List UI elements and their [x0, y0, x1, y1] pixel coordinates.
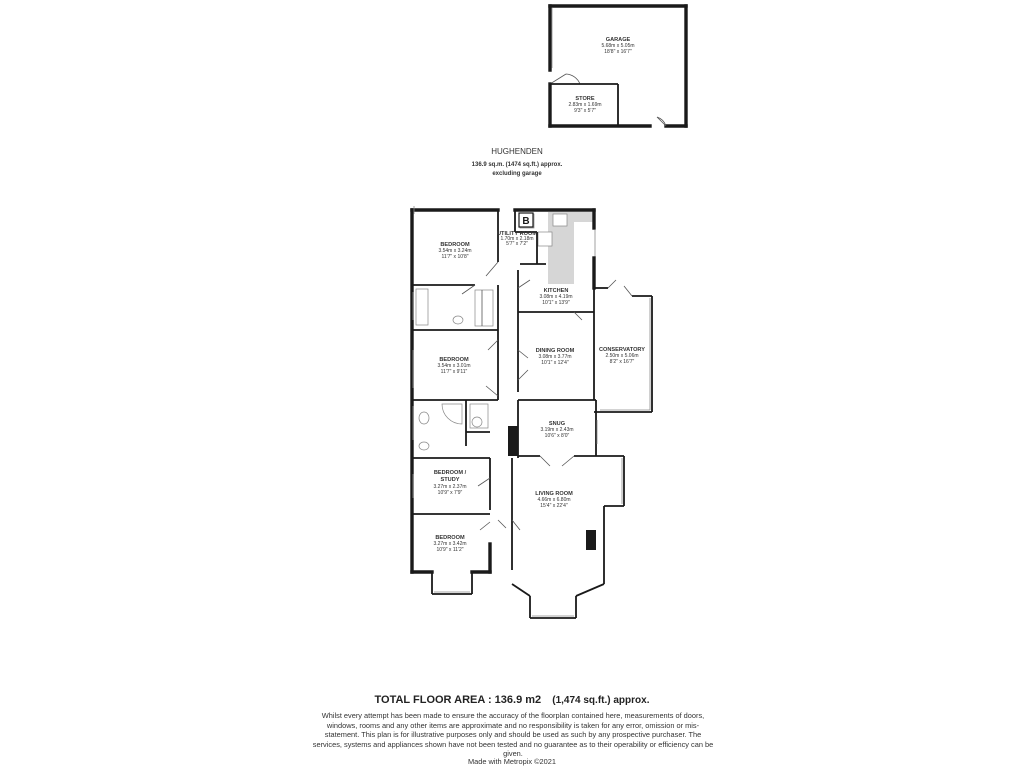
bedroom3-imperial: 10'9" x 11'2" — [436, 547, 464, 553]
living-metric: 4.66m x 6.80m — [537, 497, 571, 503]
utility-metric: 1.70m x 2.18m — [500, 236, 534, 242]
snug-name: SNUG — [548, 421, 566, 427]
living-imperial: 15'4" x 22'4" — [540, 503, 568, 509]
store-imperial: 9'3" x 5'7" — [574, 108, 596, 114]
conservatory-imperial: 8'2" x 16'7" — [609, 359, 635, 365]
boiler-label: B — [522, 216, 530, 227]
store-metric: 2.83m x 1.69m — [568, 102, 602, 108]
bedroom2-name: BEDROOM — [439, 357, 469, 363]
total-floor-area — [0, 694, 1024, 706]
kitchen-metric: 3.08m x 4.19m — [539, 294, 573, 300]
utility-name: UTILITY ROOM — [497, 231, 537, 237]
dining-metric: 3.08m x 3.77m — [538, 354, 572, 360]
area-note-excluding: excluding garage — [492, 171, 542, 177]
total-floor-area-sqft: (1,474 sq.ft.) approx. — [552, 695, 650, 706]
bedroom3-name: BEDROOM — [435, 535, 465, 541]
garage-imperial: 18'8" x 16'7" — [604, 49, 632, 55]
utility-imperial: 5'7" x 7'2" — [506, 241, 528, 247]
house-walls — [412, 206, 652, 618]
garage-outline — [550, 6, 686, 126]
made-with-credit: Made with Metropix ©2021 — [467, 757, 557, 766]
property-name: HUGHENDEN — [491, 147, 543, 156]
conservatory-metric: 2.50m x 5.06m — [605, 353, 639, 359]
dining-imperial: 10'1" x 12'4" — [541, 360, 569, 366]
total-floor-area-label: TOTAL FLOOR AREA : 136.9 m2 — [374, 694, 542, 706]
study-metric: 3.27m x 2.37m — [433, 484, 467, 490]
bedroom1-metric: 3.54m x 3.24m — [438, 248, 472, 254]
snug-imperial: 10'6" x 8'0" — [544, 433, 570, 439]
area-note: 136.9 sq.m. (1474 sq.ft.) approx. — [471, 162, 563, 168]
living-name: LIVING ROOM — [535, 491, 573, 497]
bedroom2-metric: 3.54m x 3.01m — [437, 363, 471, 369]
bedroom1-imperial: 11'7" x 10'8" — [441, 254, 469, 260]
kitchen-name: KITCHEN — [543, 288, 569, 294]
study-imperial: 10'9" x 7'9" — [437, 490, 463, 496]
store-name: STORE — [575, 96, 595, 102]
bedroom2-imperial: 11'7" x 9'11" — [440, 369, 468, 375]
garage-name: GARAGE — [605, 37, 631, 43]
dining-name: DINING ROOM — [535, 348, 575, 354]
study-name-2: STUDY — [440, 477, 460, 483]
snug-metric: 3.19m x 2.43m — [540, 427, 574, 433]
conservatory-name: CONSERVATORY — [599, 347, 645, 353]
bedroom3-metric: 3.27m x 3.42m — [433, 541, 467, 547]
kitchen-imperial: 10'1" x 13'9" — [542, 300, 570, 306]
disclaimer: Whilst every attempt has been made to ensure the accuracy of the floorplan contained here, measurements of doors, windows, rooms and any other items are approximate and no responsibility is taken for any error, omission or mis-statement. This plan is for illustrative purposes only and should be used as such by any prospective purchaser. The services, systems and appliances shown have not been tested and no guarantee as to their operability or efficiency can be given. — [312, 711, 714, 759]
study-name: BEDROOM / — [433, 470, 467, 476]
garage-metric: 5.68m x 5.05m — [601, 43, 635, 49]
bedroom1-name: BEDROOM — [440, 242, 470, 248]
